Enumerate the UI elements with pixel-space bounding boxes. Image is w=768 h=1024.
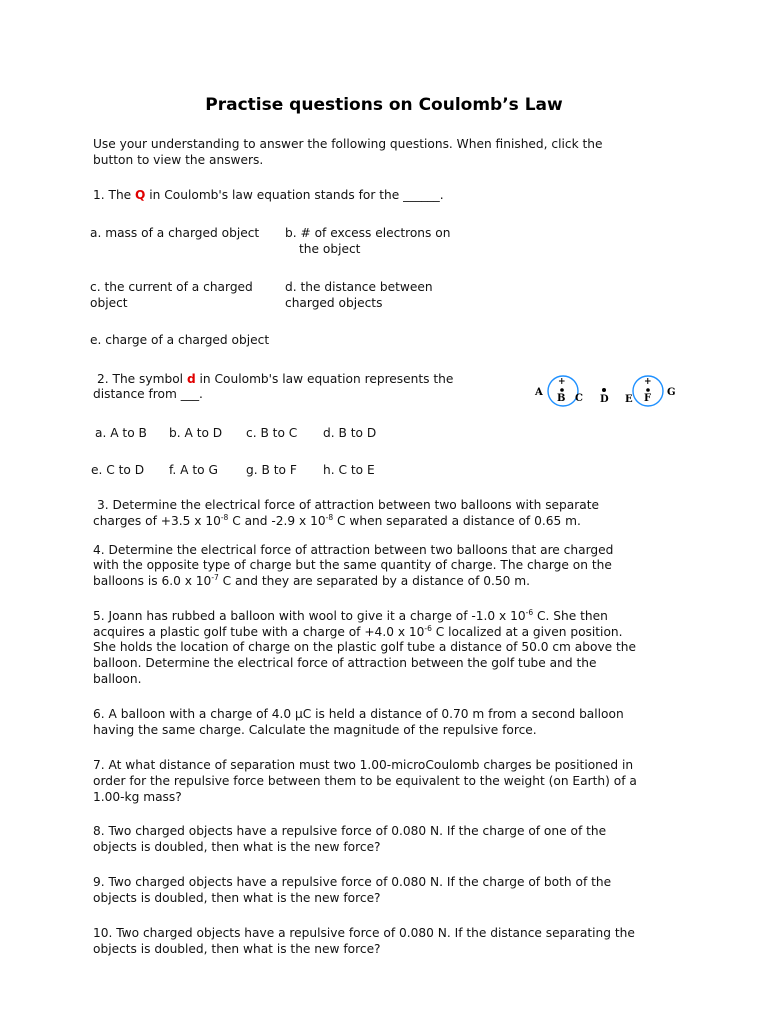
question-10-line-2: objects is doubled, then what is the new force?: [93, 942, 381, 956]
right-center-dot: [646, 388, 650, 392]
question-3-line-2: [93, 514, 581, 530]
q2-option-f: f. A to G: [169, 463, 218, 477]
q3-text-a: charges of +3.5 x 10: [93, 514, 221, 528]
q4-exponent: -7: [211, 573, 219, 582]
q2-highlight: d: [186, 372, 196, 386]
q2-option-e: e. C to D: [91, 463, 145, 477]
q1-option-d-line-1: d. the distance between: [285, 280, 433, 294]
intro-line-2: button to view the answers.: [93, 153, 264, 167]
q2-option-d: d. B to D: [323, 426, 377, 440]
question-7-line-3: 1.00-kg mass?: [93, 790, 182, 804]
q5-text-d: C localized at a given position.: [431, 625, 623, 639]
q3-exponent-1: -8: [220, 513, 229, 522]
question-2-line-1: [97, 372, 453, 388]
q5-exponent-1: -6: [525, 608, 534, 617]
q1-option-c-line-1: c. the current of a charged: [90, 280, 253, 294]
q2-option-g: g. B to F: [246, 463, 297, 477]
q1-highlight: Q: [135, 188, 146, 202]
diagram-label-g: G: [667, 387, 676, 398]
intro-line-1: Use your understanding to answer the following questions. When finished, click the: [93, 137, 603, 151]
page-title: Practise questions on Coulomb’s Law: [205, 95, 563, 115]
q1-option-b-line-2: the object: [299, 242, 361, 256]
q5-text-a: 5. Joann has rubbed a balloon with wool to give it a charge of -1.0 x 10: [93, 609, 526, 623]
diagram-plus-left: +: [558, 377, 566, 387]
question-8-line-2: objects is doubled, then what is the new force?: [93, 840, 381, 854]
q4-text-a: balloons is 6.0 x 10: [93, 574, 212, 588]
q3-exponent-2: -8: [325, 513, 334, 522]
question-9-line-1: 9. Two charged objects have a repulsive force of 0.080 N. If the charge of both of the: [93, 875, 612, 889]
question-5-line-4: balloon. Determine the electrical force of attraction between the golf tube and the: [93, 656, 597, 670]
question-5-line-1: [93, 609, 608, 625]
q3-text-b: C and -2.9 x 10: [228, 514, 326, 528]
q1-option-b-line-1: b. # of excess electrons on: [285, 226, 451, 240]
q1-option-a: a. mass of a charged object: [90, 226, 260, 240]
q2-suffix: in Coulomb's law equation represents the: [199, 372, 454, 386]
charge-diagram: [530, 370, 690, 415]
question-4-line-1: 4. Determine the electrical force of attraction between two balloons that are charged: [93, 543, 614, 557]
question-6-line-1: 6. A balloon with a charge of 4.0 µC is held a distance of 0.70 m from a second balloon: [93, 707, 624, 721]
question-6-line-2: having the same charge. Calculate the magnitude of the repulsive force.: [93, 723, 537, 737]
question-7-line-2: order for the repulsive force between them to be equivalent to the weight (on Earth) of a: [93, 774, 637, 788]
question-8-line-1: 8. Two charged objects have a repulsive force of 0.080 N. If the charge of one of the: [93, 824, 607, 838]
question-5-line-2: [93, 625, 623, 641]
q5-exponent-2: -6: [424, 624, 432, 633]
q2-option-a: a. A to B: [95, 426, 147, 440]
question-9-line-2: objects is doubled, then what is the new force?: [93, 891, 381, 905]
question-1: [93, 188, 444, 204]
diagram-label-d: D: [600, 394, 609, 405]
question-5-line-5: balloon.: [93, 672, 142, 686]
question-3-line-1: 3. Determine the electrical force of attraction between two balloons with separate: [97, 498, 600, 512]
diagram-label-c: C: [575, 393, 583, 404]
point-d-dot: [602, 388, 606, 392]
diagram-label-b: B: [557, 393, 566, 404]
question-10-line-1: 10. Two charged objects have a repulsive force of 0.080 N. If the distance separating the: [93, 926, 635, 940]
diagram-label-f: F: [644, 393, 652, 404]
q2-option-b: b. A to D: [169, 426, 223, 440]
q5-text-c: acquires a plastic golf tube with a charge of +4.0 x 10: [93, 625, 425, 639]
question-7-line-1: 7. At what distance of separation must two 1.00-microCoulomb charges be positioned in: [93, 758, 634, 772]
q1-suffix: in Coulomb's law equation stands for the ______.: [149, 188, 444, 202]
question-4-line-3: [93, 574, 530, 590]
question-5-line-3: She holds the location of charge on the plastic golf tube a distance of 50.0 cm above the: [93, 640, 637, 654]
q5-text-b: C. She then: [533, 609, 608, 623]
q2-prefix: 2. The symbol: [97, 372, 184, 386]
question-4-line-2: with the opposite type of charge but the same quantity of charge. The charge on the: [93, 558, 612, 572]
q1-prefix: 1. The: [93, 188, 132, 202]
diagram-plus-right: +: [644, 377, 652, 387]
q3-text-c: C when separated a distance of 0.65 m.: [333, 514, 581, 528]
q2-option-h: h. C to E: [323, 463, 375, 477]
left-center-dot: [560, 388, 564, 392]
q1-option-c-line-2: object: [90, 296, 128, 310]
q1-option-d-line-2: charged objects: [285, 296, 383, 310]
q1-option-e: e. charge of a charged object: [90, 333, 270, 347]
diagram-label-e: E: [625, 394, 633, 405]
q2-option-c: c. B to C: [246, 426, 298, 440]
question-2-line-2: distance from ___.: [93, 387, 203, 401]
diagram-label-a: A: [535, 387, 543, 398]
q4-text-b: C and they are separated by a distance of 0.50 m.: [218, 574, 531, 588]
